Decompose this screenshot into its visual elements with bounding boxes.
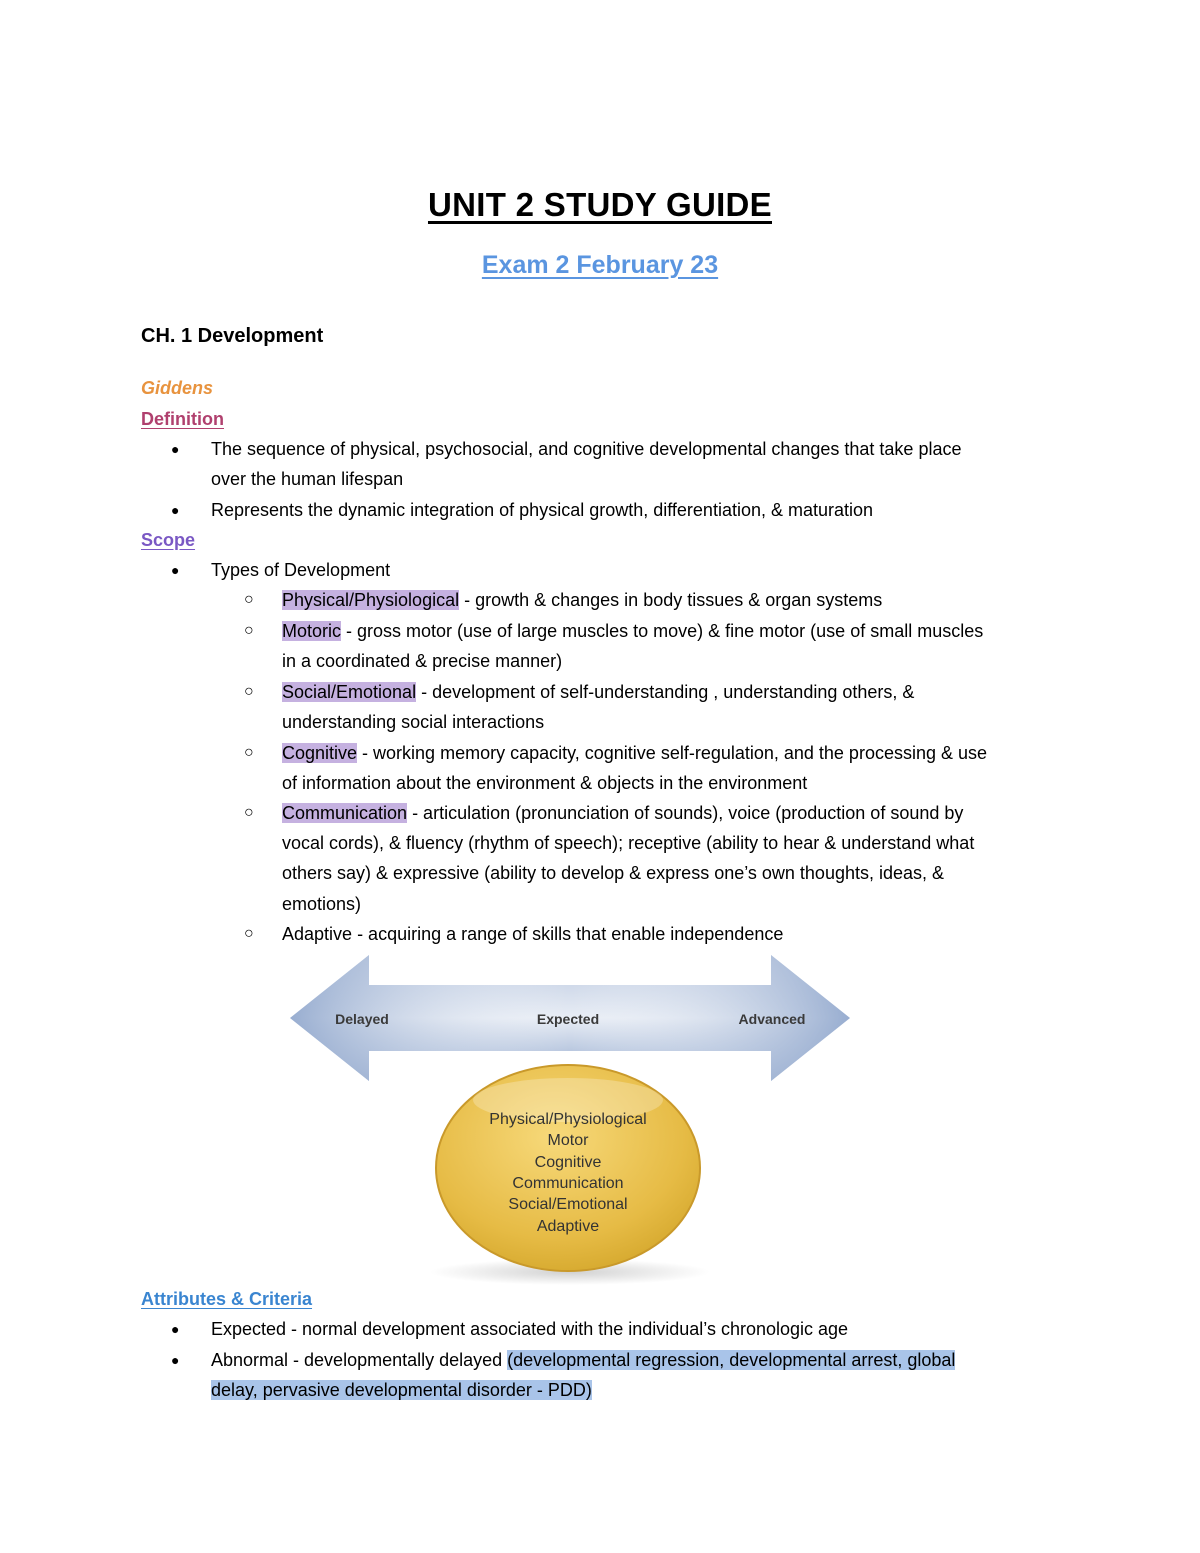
bullet-icon: ● (171, 1352, 180, 1368)
type-social-cont: understanding social interactions (282, 712, 545, 732)
page-title: UNIT 2 STUDY GUIDE (427, 186, 772, 223)
sub-bullet-icon: ○ (244, 683, 254, 700)
definition-bullet-1-cont: over the human lifespan (211, 469, 404, 489)
type-communication-cont3: emotions) (282, 894, 362, 914)
sub-bullet-icon: ○ (244, 591, 254, 608)
source-label: Giddens (141, 378, 214, 398)
arrow-label-expected: Expected (536, 1011, 600, 1027)
circle-item-social: Social/Emotional (508, 1196, 628, 1213)
definition-bullet-2: Represents the dynamic integration of physical growth, differentiation, & maturation (211, 500, 874, 520)
bullet-icon: ● (171, 562, 180, 578)
arrow-label-delayed: Delayed (335, 1011, 389, 1027)
circle-item-cognitive: Cognitive (534, 1154, 602, 1171)
type-physical: Physical/Physiological - growth & changes in body tissues & organ systems (282, 590, 883, 610)
scope-heading: Scope (141, 530, 196, 550)
type-cognitive-cont: of information about the environment & objects in the environment (282, 773, 808, 793)
sub-bullet-icon: ○ (244, 744, 254, 761)
type-cognitive: Cognitive - working memory capacity, cognitive self-regulation, and the processing & use (282, 743, 988, 763)
scope-bullet-types: Types of Development (211, 560, 391, 580)
abnormal-highlight-cont: delay, pervasive developmental disorder - PDD) (211, 1380, 592, 1400)
attribute-abnormal: Abnormal - developmentally delayed (developmental regression, developmental arrest, global (211, 1350, 956, 1370)
type-adaptive: Adaptive - acquiring a range of skills that enable independence (282, 924, 784, 944)
arrow-label-advanced: Advanced (738, 1011, 806, 1027)
chapter-heading: CH. 1 Development (141, 325, 324, 347)
definition-bullet-1: The sequence of physical, psychosocial, and cognitive developmental changes that take place (211, 439, 962, 459)
circle-item-adaptive: Adaptive (536, 1218, 600, 1235)
type-social: Social/Emotional - development of self-understanding , understanding others, & (282, 682, 915, 702)
attribute-abnormal-cont (211, 1375, 592, 1405)
sub-bullet-icon: ○ (244, 925, 254, 942)
sub-bullet-icon: ○ (244, 622, 254, 639)
bullet-icon: ● (171, 1321, 180, 1337)
type-communication-cont2: others say) & expressive (ability to develop & express one’s own thoughts, ideas, & (282, 863, 945, 883)
type-communication: Communication - articulation (pronunciation of sounds), voice (production of sound by (282, 803, 964, 823)
term-communication: Communication (282, 803, 408, 823)
exam-date-subtitle: Exam 2 February 23 (481, 251, 719, 279)
sub-bullet-icon: ○ (244, 804, 254, 821)
term-physical: Physical/Physiological (282, 590, 460, 610)
bullet-icon: ● (171, 441, 180, 457)
circle-item-motor: Motor (547, 1132, 589, 1149)
attribute-expected: Expected - normal development associated with the individual’s chronologic age (211, 1319, 849, 1339)
abnormal-highlight: (developmental regression, developmental arrest, global (507, 1350, 956, 1370)
attributes-heading: Attributes & Criteria (141, 1289, 313, 1309)
development-spectrum-diagram (285, 950, 855, 1285)
term-adaptive: Adaptive (282, 924, 353, 944)
circle-item-physical: Physical/Physiological (489, 1111, 647, 1128)
type-communication-cont: vocal cords), & fluency (rhythm of speech); receptive (ability to hear & understand what (282, 833, 975, 853)
circle-item-communication: Communication (512, 1175, 624, 1192)
type-motoric: Motoric - gross motor (use of large muscles to move) & fine motor (use of small muscles (282, 621, 984, 641)
bullet-icon: ● (171, 502, 180, 518)
term-motoric: Motoric (282, 621, 342, 641)
term-cognitive: Cognitive (282, 743, 358, 763)
type-motoric-cont: in a coordinated & precise manner) (282, 651, 563, 671)
term-social: Social/Emotional (282, 682, 417, 702)
definition-heading: Definition (141, 409, 224, 429)
